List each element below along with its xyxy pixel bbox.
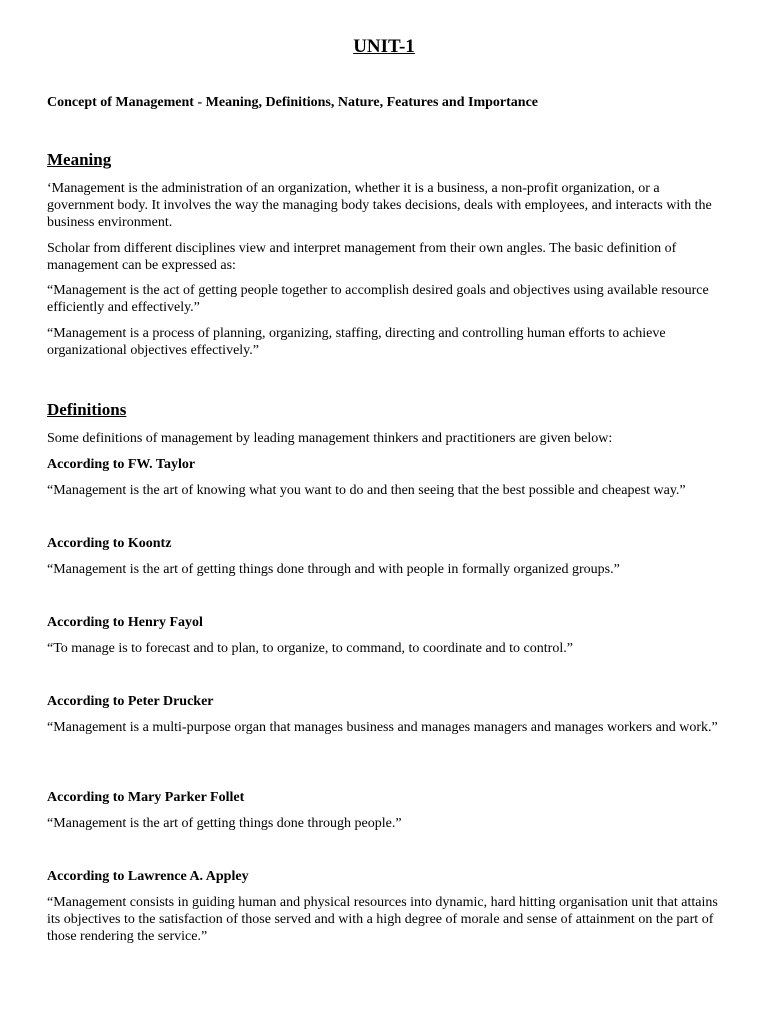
definitions-intro: Some definitions of management by leading management thinkers and practitioners are given below: (47, 431, 613, 446)
definition-author: According to Koontz (47, 536, 172, 551)
definition-quote: “Management is the art of getting things done through people.” (47, 816, 402, 831)
definition-quote: “To manage is to forecast and to plan, to organize, to command, to coordinate and to control.” (47, 641, 573, 656)
meaning-paragraph-4: “Management is a process of planning, organizing, staffing, directing and controlling human efforts to achieve organizational objectives effectively.” (47, 326, 666, 358)
definition-author: According to Peter Drucker (47, 694, 214, 709)
meaning-paragraph-1: ‘Management is the administration of an organization, whether it is a business, a non-profit organization, or a government body. It involves the way the managing body takes decisions, deals with employees, and interacts with the business environment. (47, 181, 712, 230)
definition-quote: “Management consists in guiding human and physical resources into dynamic, hard hitting organisation unit that attains its objectives to the satisfaction of those served and with a high degree of morale and sense of attainment on the part of those rendering the service.” (47, 895, 718, 944)
definition-quote: “Management is the art of knowing what you want to do and then seeing that the best possible and cheapest way.” (47, 483, 686, 498)
definition-author: According to Mary Parker Follet (47, 790, 245, 805)
definitions-heading: Definitions (47, 400, 127, 419)
definition-quote: “Management is a multi-purpose organ that manages business and manages managers and manages workers and work.” (47, 720, 718, 735)
meaning-paragraph-3: “Management is the act of getting people together to accomplish desired goals and objectives using available resource efficiently and effectively.” (47, 283, 709, 315)
definition-author: According to Lawrence A. Appley (47, 869, 249, 884)
meaning-heading: Meaning (47, 150, 112, 169)
definition-author: According to Henry Fayol (47, 615, 203, 630)
definition-quote: “Management is the art of getting things done through and with people in formally organized groups.” (47, 562, 620, 577)
definition-author: According to FW. Taylor (47, 457, 196, 472)
document-subtitle: Concept of Management - Meaning, Definitions, Nature, Features and Importance (47, 95, 538, 110)
unit-title: UNIT-1 (353, 36, 415, 57)
meaning-paragraph-2: Scholar from different disciplines view and interpret management from their own angles. The basic definition of management can be expressed as: (47, 241, 677, 273)
